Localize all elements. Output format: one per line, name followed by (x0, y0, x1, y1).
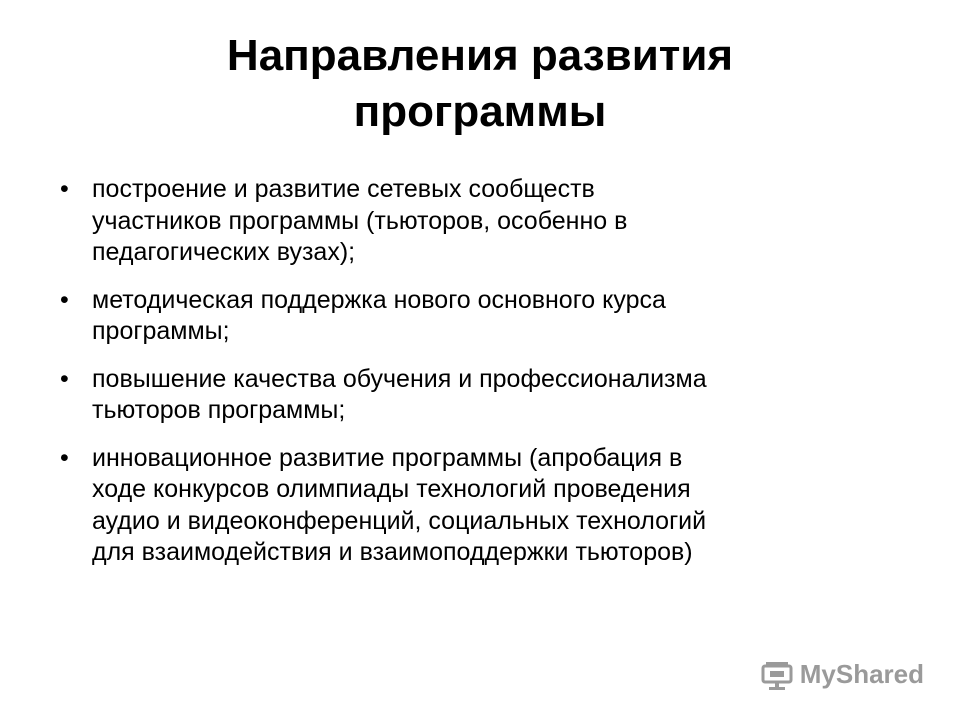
bullet-item-4 (60, 443, 890, 569)
bullet-line: методическая поддержка нового основного курса (92, 285, 666, 314)
bullet-marker: • (60, 175, 69, 203)
bullet-line: участников программы (тьюторов, особенно в (92, 206, 628, 235)
bullet-item-2 (60, 285, 890, 348)
slide-title-line-1: Направления развития (226, 31, 734, 80)
presentation-board-icon (760, 660, 794, 690)
bullet-line: программы; (92, 317, 230, 345)
slide-title-line-2: программы (353, 87, 607, 136)
bullet-line: инновационное развитие программы (апробация в (92, 443, 683, 472)
bullet-marker: • (60, 443, 69, 472)
bullet-item-3 (60, 364, 890, 427)
bullet-list (60, 174, 890, 585)
slide-title (0, 28, 960, 140)
bullet-marker: • (60, 285, 69, 314)
bullet-line: тьюторов программы; (92, 396, 346, 424)
bullet-line: для взаимодействия и взаимоподдержки тьюторов) (92, 538, 693, 566)
watermark-logo (760, 659, 924, 690)
bullet-line: построение и развитие сетевых сообществ (92, 175, 595, 203)
bullet-item-1 (60, 174, 890, 269)
bullet-line: ходе конкурсов олимпиады технологий проведения (92, 475, 691, 503)
bullet-line: повышение качества обучения и профессионализма (92, 364, 707, 393)
bullet-line: аудио и видеоконференций, социальных технологий (92, 506, 707, 535)
watermark-text: MyShared (799, 659, 924, 689)
bullet-line: педагогических вузах); (92, 238, 356, 266)
bullet-marker: • (60, 364, 69, 393)
